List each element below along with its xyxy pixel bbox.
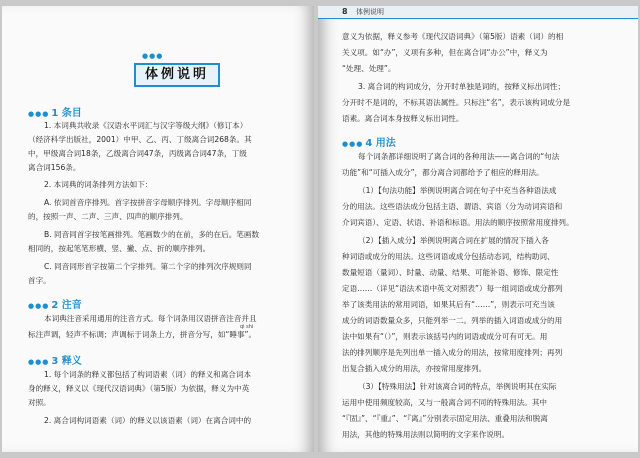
right-page (318, 6, 638, 452)
paragraph-line: “处理、处理”。 (342, 64, 396, 73)
paragraph-line: 3. 离合词的构词成分，分开时单独是词的，按释义标出词性； (358, 82, 566, 91)
paragraph-line: 相同的，按起笔笔形横、竖、撇、点、折的顺序排列。 (28, 244, 211, 253)
paragraph-line: C. 同音同形首字按第二个字排列。第二个字的排列次序规则同 (44, 262, 252, 271)
paragraph-line: “『固』”、“『重』”、“『离』”分别表示固定用法、重叠用法和脱离 (342, 414, 548, 423)
section-bullet-icon: ●●● (28, 110, 50, 118)
paragraph-line: （3）【特殊用法】针对该离合词的特点，举例说明其在实际 (358, 382, 557, 391)
paragraph-line: 语素。离合词本身按释义标出词性。 (342, 114, 464, 123)
paragraph-line: 功能”和“可插入成分”，都分离合词都给予了相应的释用法。 (342, 168, 544, 177)
paragraph-line: 分的用法。这些语法成分包括主语、谓语、宾语（分为动词宾语和 (342, 202, 563, 211)
paragraph-line: 对照。 (28, 398, 51, 407)
left-page (2, 6, 314, 452)
paragraph-line: 法的排列顺序是先列出单一插入成分的用法，按常用度排列；再列 (342, 348, 563, 357)
page-number: 8 (342, 7, 348, 16)
paragraph-line: 1. 本词典共收录《汉语水平词汇与汉字等级大纲》（修订本） (44, 121, 248, 130)
section-heading-2: ●●● 2 注音 (28, 300, 82, 311)
paragraph-line: 举了该类用法的常用词语，如果其后有“……”，则表示可充当该 (342, 300, 555, 309)
paragraph-line: 中，甲级离合词18条，乙级离合词47条，丙级离合词47条，丁级 (28, 149, 247, 158)
running-header-title: 体例说明 (356, 8, 384, 16)
paragraph-line: 身的释义，释义以《现代汉语词典》（第5版）为依据，释义为中英 (28, 384, 250, 393)
title-decoration-dots: ●●● (142, 52, 164, 60)
paragraph-line: 运用中使用频度较高，又与一般离合词不同的特殊用法。其中 (342, 398, 548, 407)
paragraph-line: 1. 每个词条的释义都包括了构词语素（词）的释义和离合词本 (44, 370, 252, 379)
paragraph-line: B. 同音同首字按笔画排列。笔画数少的在前，多的在后。笔画数 (44, 230, 260, 239)
section-heading-4: ●●● 4 用法 (342, 138, 396, 149)
paragraph-line: 首字。 (28, 276, 51, 285)
paragraph-line: 种词语或成分的用法。这些词语或成分包括动态词，结构助词、 (342, 252, 555, 261)
paragraph-line: 法中如果有“（）”，则表示该括号内的词语或成分可有可无。用 (342, 332, 548, 341)
section-heading-3: ●●● 3 释义 (28, 356, 82, 367)
paragraph-line: （2）【插入成分】举例说明离合词在扩展的情况下插入各 (358, 236, 549, 245)
paragraph-line: 用法，其他的特殊用法则以简明的文字来作说明。 (342, 430, 510, 439)
paragraph-line: 成分的词语数量众多，只能列举一二。列举的插入词语或成分的用 (342, 316, 563, 325)
paragraph-line: 意义为依据，释义参考《现代汉语词典》（第5版）语素（词）的相 (342, 32, 564, 41)
pinyin-annotation: qi shi (240, 324, 254, 330)
paragraph-line: A. 依词首音序排列。首字按拼音字母顺序排列。字母顺序相同 (44, 198, 252, 207)
paragraph-line: 出复合插入成分的用法，亦按常用度排列。 (342, 364, 487, 373)
paragraph-line: 关义项。如“办”，义项有多种，但在离合词“办公”中，释义为 (342, 48, 548, 57)
paragraph-line: 离合词156条。 (28, 163, 81, 172)
paragraph-line: 2. 本词典的词条排列方法如下： (44, 180, 153, 189)
paragraph-line: 标注声调，轻声不标调；声调标于词条上方，拼音分写，如“睡事”。 (28, 330, 257, 339)
paragraph-line: 分开时不是词的，不标其语法属性。只标注“名”，表示该构词成分是 (342, 98, 571, 107)
header-rule (318, 18, 638, 19)
paragraph-line: 2. 离合词构词语素（词）的释义以该语素（词）在离合词中的 (44, 416, 252, 425)
paragraph-line: 定语……（详见“语法术语中英文对照表”）每一组词语或成分都列 (342, 284, 563, 293)
paragraph-line: 每个词条都详细说明了离合词的各种用法——离合词的“句法 (358, 152, 560, 161)
paragraph-line: 本词典注音采用通用的注音方式。每个词条用汉语拼音注音并且 (44, 314, 257, 323)
section-bullet-icon: ●●● (28, 302, 50, 310)
section-heading-1: ●●● 1 条目 (28, 108, 82, 119)
page-title: 体例说明 (134, 63, 220, 87)
paragraph-line: （1）【句法功能】举例说明离合词在句子中充当各种语法成 (358, 186, 557, 195)
section-bullet-icon: ●●● (28, 358, 50, 366)
paragraph-line: （经济科学出版社，2001）中甲、乙、丙、丁级离合词268条。其 (28, 135, 252, 144)
paragraph-line: 数量短语（量词）、时量、动量、结果、可能补语、修饰、限定性 (342, 268, 559, 277)
paragraph-line: 的，按照一声、二声、三声、四声的顺序排列。 (28, 212, 188, 221)
section-bullet-icon: ●●● (342, 140, 364, 148)
paragraph-line: 介词宾语）、定语、状语、补语和标语。用法的顺序按照常用度排列。 (342, 218, 574, 227)
